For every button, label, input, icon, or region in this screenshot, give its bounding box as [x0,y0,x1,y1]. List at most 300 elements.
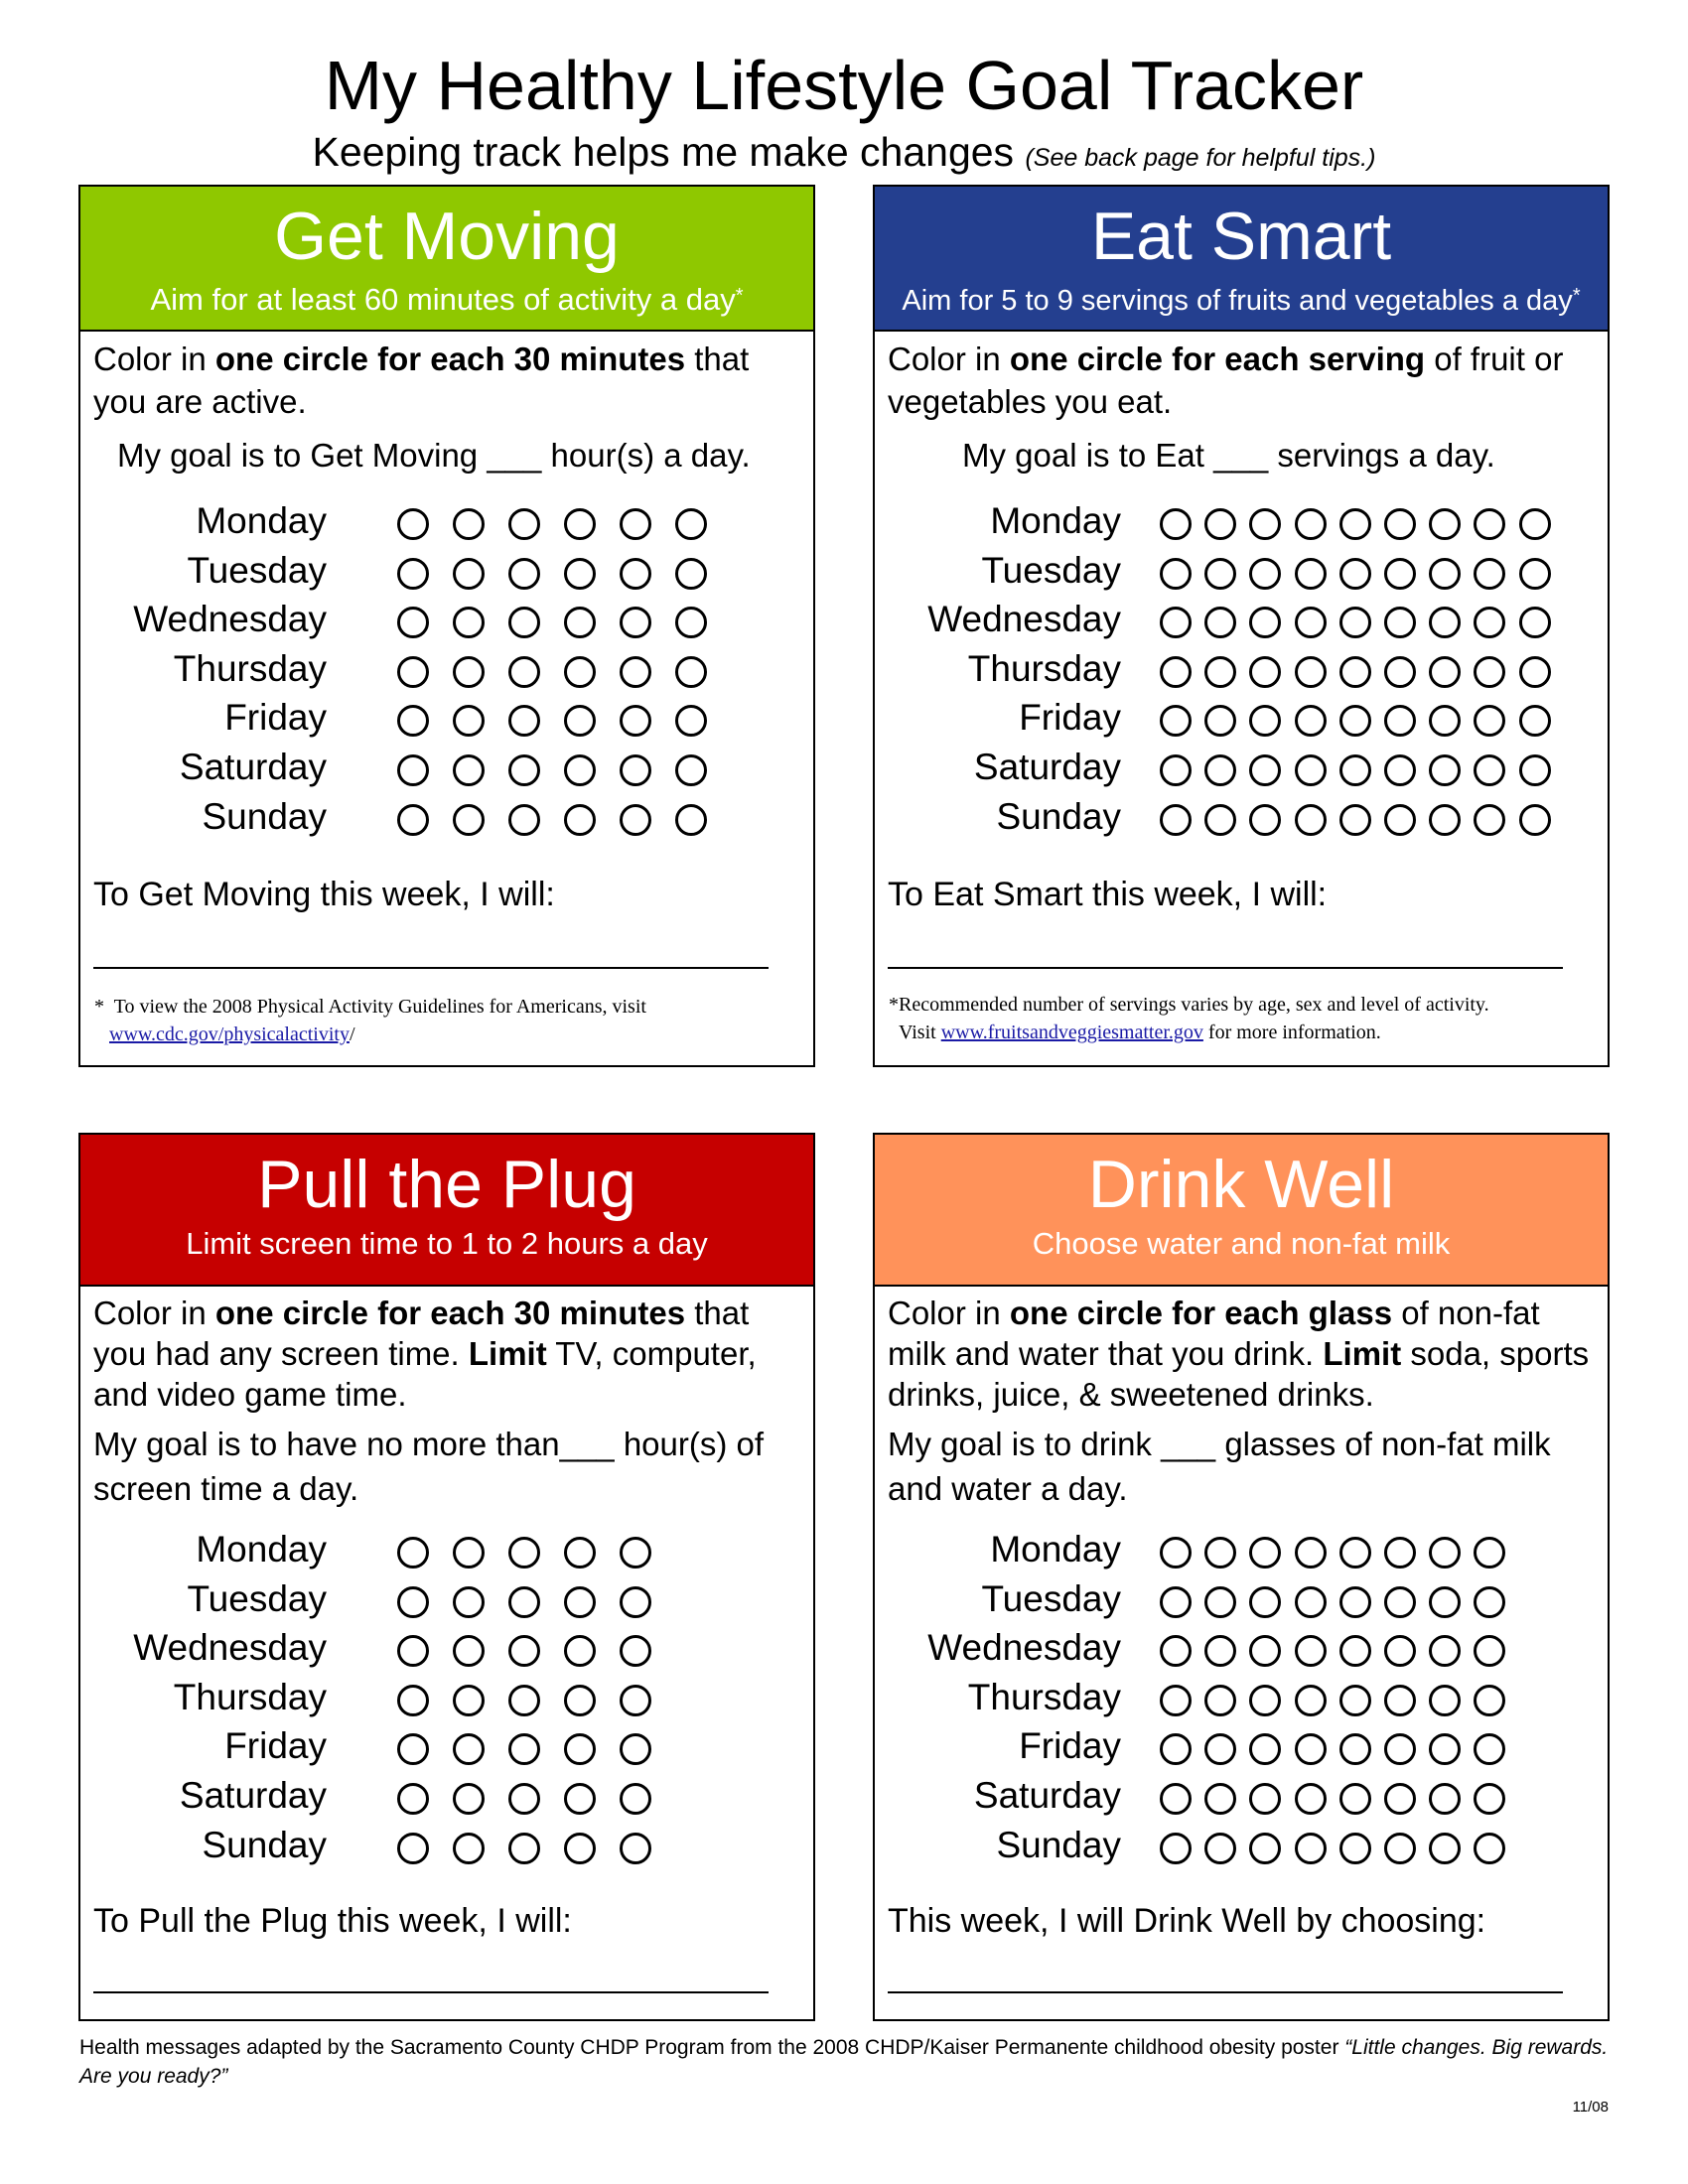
tracking-circle[interactable] [675,804,707,836]
tracking-circle[interactable] [1249,656,1281,688]
tracking-circle[interactable] [1519,754,1551,786]
tracking-circle[interactable] [453,1635,485,1667]
tracking-circle[interactable] [1295,1635,1327,1667]
tracking-circle[interactable] [1249,1685,1281,1716]
day-row-sunday [80,1824,817,1873]
eat-smart-goal: My goal is to Eat ___ servings a day. [962,437,1495,474]
tracking-circle[interactable] [1160,1537,1192,1569]
day-label: Wednesday [927,1627,1121,1669]
day-row-wednesday [80,598,817,647]
tracking-circle[interactable] [1429,1586,1461,1618]
tracking-circle[interactable] [1474,1783,1505,1815]
tracking-circle[interactable] [1339,508,1371,540]
day-row-tuesday [875,549,1612,599]
tracking-circle[interactable] [1429,508,1461,540]
tracking-circle[interactable] [453,607,485,638]
tracking-circle[interactable] [1249,1733,1281,1765]
tracking-circle[interactable] [397,508,429,540]
pull-the-plug-day-grid [80,1528,817,1872]
tracking-circle[interactable] [564,508,596,540]
get-moving-subtitle-text: Aim for at least 60 minutes of activity a day [150,282,736,317]
tracking-circle[interactable] [1204,1635,1236,1667]
tracking-circle[interactable] [1384,508,1416,540]
day-label: Sunday [202,1824,327,1865]
tracking-circle[interactable] [397,558,429,590]
drink-well-write-line[interactable] [888,1991,1563,1993]
tracking-circle[interactable] [1160,508,1192,540]
tracking-circle[interactable] [675,558,707,590]
tracking-circle[interactable] [1160,1685,1192,1716]
tracking-circle[interactable] [508,1586,540,1618]
tracking-circle[interactable] [453,1783,485,1815]
get-moving-subtitle [80,276,813,320]
tracking-circle[interactable] [620,1685,651,1716]
day-label: Friday [224,1725,327,1767]
tracking-circle[interactable] [1429,558,1461,590]
tracking-circle[interactable] [675,754,707,786]
tracking-circle[interactable] [620,1586,651,1618]
tracking-circle[interactable] [564,1783,596,1815]
day-row-saturday [875,1774,1612,1824]
day-row-wednesday [80,1626,817,1676]
subtitle-text: Keeping track helps me make changes [312,129,1015,175]
day-row-friday [80,696,817,746]
tracking-circle[interactable] [675,508,707,540]
tracking-circle[interactable] [508,705,540,737]
tracking-circle[interactable] [1384,1586,1416,1618]
tracking-circle[interactable] [1160,607,1192,638]
instr-bold: one circle for each glass [1009,1295,1393,1331]
tracking-circle[interactable] [1339,1635,1371,1667]
day-label: Thursday [967,647,1121,689]
day-label: Tuesday [187,549,327,591]
tracking-circle[interactable] [564,1635,596,1667]
tracking-circle[interactable] [397,656,429,688]
tracking-circle[interactable] [1339,558,1371,590]
tracking-circle[interactable] [1429,656,1461,688]
tracking-circle[interactable] [1295,1685,1327,1716]
credit-note [79,2033,1609,2091]
day-row-thursday [80,1676,817,1725]
instr-text: of fruit or vegetables you eat. [888,341,1564,420]
tracking-circle[interactable] [453,1586,485,1618]
tracking-circle[interactable] [564,705,596,737]
pull-the-plug-header [80,1135,813,1287]
eat-smart-footnote [889,991,1604,1046]
asterisk: * [1572,285,1581,307]
tracking-circle[interactable] [1204,705,1236,737]
tracking-circle[interactable] [397,607,429,638]
tracking-circle[interactable] [1249,1833,1281,1864]
tracking-circle[interactable] [1429,1783,1461,1815]
day-row-thursday [875,647,1612,697]
tracking-circle[interactable] [453,1685,485,1716]
day-label: Thursday [967,1676,1121,1717]
tracking-circle[interactable] [1474,1733,1505,1765]
tracking-circle[interactable] [1474,804,1505,836]
tracking-circle[interactable] [620,656,651,688]
tracking-circle[interactable] [620,607,651,638]
tracking-circle[interactable] [620,1783,651,1815]
instr-text: of non-fat milk and water that you drink. [888,1295,1540,1372]
tracking-circle[interactable] [453,1537,485,1569]
tracking-circle[interactable] [508,1537,540,1569]
eat-smart-day-grid [875,499,1612,844]
tracking-circle[interactable] [1295,1833,1327,1864]
tracking-circle[interactable] [1295,508,1327,540]
tracking-circle[interactable] [1384,607,1416,638]
tracking-circle[interactable] [1429,1833,1461,1864]
tracking-circle[interactable] [508,508,540,540]
tracking-circle[interactable] [1384,1635,1416,1667]
day-row-thursday [875,1676,1612,1725]
tracking-circle[interactable] [397,1833,429,1864]
tracking-circle[interactable] [620,1733,651,1765]
tracking-circle[interactable] [1339,1685,1371,1716]
tracking-circle[interactable] [397,1783,429,1815]
tracking-circle[interactable] [397,804,429,836]
tracking-circle[interactable] [453,508,485,540]
tracking-circle[interactable] [1249,558,1281,590]
tracking-circle[interactable] [620,1833,651,1864]
cdc-link[interactable]: www.cdc.gov/physicalactivity [109,1024,350,1045]
asterisk: * [735,285,744,307]
tracking-circle[interactable] [1160,1783,1192,1815]
tracking-circle[interactable] [453,705,485,737]
instr-bold: one circle for each 30 minutes [214,341,686,377]
tracking-circle[interactable] [1474,508,1505,540]
tracking-circle[interactable] [1474,1833,1505,1864]
tracking-circle[interactable] [620,1537,651,1569]
day-row-monday [80,499,817,549]
drink-well-title: Drink Well [1087,1147,1395,1222]
tracking-circle[interactable] [1384,558,1416,590]
tracking-circle[interactable] [1160,1586,1192,1618]
tracking-circle[interactable] [1429,1635,1461,1667]
tracking-circle[interactable] [1339,1586,1371,1618]
instr-bold: Limit [468,1335,547,1372]
tracking-circle[interactable] [564,656,596,688]
tracking-circle[interactable] [1204,1685,1236,1716]
tracking-circle[interactable] [453,754,485,786]
day-label: Monday [990,500,1121,541]
tracking-circle[interactable] [1249,1537,1281,1569]
instr-bold: one circle for each serving [1009,341,1426,377]
tracking-circle[interactable] [397,1635,429,1667]
tracking-circle[interactable] [1384,1833,1416,1864]
version-code: 11/08 [1572,2099,1609,2116]
tracking-circle[interactable] [675,656,707,688]
tracking-circle[interactable] [1429,607,1461,638]
tracking-circle[interactable] [620,508,651,540]
subtitle-tip: (See back page for helpful tips.) [1025,144,1376,172]
tracking-circle[interactable] [1474,1635,1505,1667]
tracking-circle[interactable] [1160,804,1192,836]
pull-the-plug-card [78,1133,815,2021]
eat-smart-title: Eat Smart [1090,199,1392,274]
tracking-circle[interactable] [1204,656,1236,688]
eat-smart-subtitle [875,276,1608,321]
tracking-circle[interactable] [1519,804,1551,836]
tracking-circle[interactable] [1384,1685,1416,1716]
tracking-circle[interactable] [1204,1833,1236,1864]
day-row-tuesday [80,1577,817,1627]
tracking-circle[interactable] [1204,508,1236,540]
get-moving-goal: My goal is to Get Moving ___ hour(s) a day. [117,437,751,474]
tracking-circle[interactable] [1474,656,1505,688]
day-label: Thursday [173,1676,327,1717]
tracking-circle[interactable] [675,705,707,737]
tracking-circle[interactable] [1204,1733,1236,1765]
tracking-circle[interactable] [1474,1685,1505,1716]
day-label: Tuesday [981,549,1121,591]
tracking-circle[interactable] [1160,705,1192,737]
tracking-circle[interactable] [1384,804,1416,836]
tracking-circle[interactable] [1474,754,1505,786]
tracking-circle[interactable] [1160,754,1192,786]
tracking-circle[interactable] [1249,705,1281,737]
tracking-circle[interactable] [1339,1783,1371,1815]
tracking-circle[interactable] [1474,705,1505,737]
tracking-circle[interactable] [1204,1537,1236,1569]
tracking-circle[interactable] [1519,558,1551,590]
pull-the-plug-write-line[interactable] [93,1991,769,1993]
day-row-sunday [875,795,1612,845]
tracking-circle[interactable] [564,1537,596,1569]
tracking-circle[interactable] [508,558,540,590]
instr-text: that you are active. [93,341,750,420]
tracking-circle[interactable] [1249,1783,1281,1815]
day-label: Saturday [973,1774,1121,1816]
tracking-circle[interactable] [1204,1586,1236,1618]
tracking-circle[interactable] [397,1586,429,1618]
tracking-circle[interactable] [1339,804,1371,836]
get-moving-header [80,187,813,332]
tracking-circle[interactable] [564,804,596,836]
day-row-wednesday [875,1626,1612,1676]
pull-the-plug-title: Pull the Plug [257,1147,636,1222]
drink-well-header [875,1135,1608,1287]
tracking-circle[interactable] [508,1783,540,1815]
get-moving-day-grid [80,499,817,844]
tracking-circle[interactable] [1249,754,1281,786]
tracking-circle[interactable] [1204,754,1236,786]
tracking-circle[interactable] [508,1833,540,1864]
tracking-circle[interactable] [620,705,651,737]
tracking-circle[interactable] [453,1733,485,1765]
tracking-circle[interactable] [508,1635,540,1667]
get-moving-write-line[interactable] [93,967,769,969]
footnote-text: Visit [899,1022,941,1043]
tracking-circle[interactable] [1429,754,1461,786]
tracking-circle[interactable] [1384,656,1416,688]
day-label: Friday [1019,697,1121,739]
tracking-circle[interactable] [1339,656,1371,688]
tracking-circle[interactable] [1339,705,1371,737]
tracking-circle[interactable] [1204,1783,1236,1815]
tracking-circle[interactable] [1429,1733,1461,1765]
pull-the-plug-goal: My goal is to have no more than___ hour(s) of screen time a day. [93,1426,765,1507]
tracking-circle[interactable] [1339,607,1371,638]
tracking-circle[interactable] [1384,1783,1416,1815]
get-moving-instructions [93,338,803,423]
tracking-circle[interactable] [397,1733,429,1765]
tracking-circle[interactable] [1339,1733,1371,1765]
page-title: My Healthy Lifestyle Goal Tracker [324,47,1364,124]
tracking-circle[interactable] [1249,607,1281,638]
tracking-circle[interactable] [1474,1586,1505,1618]
day-row-wednesday [875,598,1612,647]
tracking-circle[interactable] [1249,804,1281,836]
tracking-circle[interactable] [1429,1537,1461,1569]
day-label: Monday [196,500,327,541]
drink-well-day-grid [875,1528,1612,1872]
footnote-text: / [349,1024,355,1045]
tracking-circle[interactable] [1384,754,1416,786]
tracking-circle[interactable] [1474,558,1505,590]
tracking-circle[interactable] [453,558,485,590]
day-label: Saturday [973,746,1121,787]
tracking-circle[interactable] [1429,705,1461,737]
eat-smart-write-line[interactable] [888,967,1563,969]
tracking-circle[interactable] [1519,607,1551,638]
instr-text: that you had any screen time. [93,1295,750,1372]
day-label: Friday [1019,1725,1121,1767]
tracking-circle[interactable] [564,1586,596,1618]
day-label: Saturday [179,746,327,787]
tracking-circle[interactable] [1384,1733,1416,1765]
day-label: Friday [224,697,327,739]
day-label: Monday [990,1529,1121,1570]
tracking-circle[interactable] [620,804,651,836]
tracking-circle[interactable] [564,1685,596,1716]
tracking-circle[interactable] [1160,1833,1192,1864]
tracking-circle[interactable] [1249,1635,1281,1667]
day-row-friday [875,696,1612,746]
tracking-circle[interactable] [508,754,540,786]
tracking-circle[interactable] [1339,1537,1371,1569]
day-row-tuesday [80,549,817,599]
day-label: Sunday [202,795,327,837]
tracking-circle[interactable] [397,754,429,786]
drink-well-goal: My goal is to drink ___ glasses of non-fat milk and water a day. [888,1426,1551,1507]
pull-the-plug-will: To Pull the Plug this week, I will: [93,1902,572,1940]
tracking-circle[interactable] [397,1685,429,1716]
credit-text: Health messages adapted by the Sacramento County CHDP Program from the 2008 CHDP/Kaiser Permanente childhood obesity poster [79,2036,1345,2059]
tracking-circle[interactable] [1429,804,1461,836]
tracking-circle[interactable] [1339,754,1371,786]
tracking-circle[interactable] [1249,508,1281,540]
eat-smart-card [873,185,1610,1067]
tracking-circle[interactable] [1295,558,1327,590]
tracking-circle[interactable] [1295,1733,1327,1765]
day-row-monday [875,499,1612,549]
tracking-circle[interactable] [564,607,596,638]
tracking-circle[interactable] [508,804,540,836]
tracking-circle[interactable] [453,1833,485,1864]
tracking-circle[interactable] [1204,558,1236,590]
tracking-circle[interactable] [620,558,651,590]
tracking-circle[interactable] [1429,1685,1461,1716]
tracking-circle[interactable] [564,1733,596,1765]
tracking-circle[interactable] [1295,656,1327,688]
tracking-circle[interactable] [564,1833,596,1864]
tracking-circle[interactable] [1160,1733,1192,1765]
tracking-circle[interactable] [1160,656,1192,688]
tracking-circle[interactable] [397,1537,429,1569]
tracking-circle[interactable] [1160,558,1192,590]
tracking-circle[interactable] [1474,1537,1505,1569]
tracking-circle[interactable] [1295,607,1327,638]
day-row-saturday [80,1774,817,1824]
tracking-circle[interactable] [453,804,485,836]
tracking-circle[interactable] [453,656,485,688]
instr-text: Color in [93,1295,215,1331]
page-subtitle [0,127,1688,183]
tracking-circle[interactable] [1295,1783,1327,1815]
tracking-circle[interactable] [1204,804,1236,836]
instr-bold: one circle for each 30 minutes [214,1295,686,1331]
tracking-circle[interactable] [1295,1586,1327,1618]
tracking-circle[interactable] [1204,607,1236,638]
tracking-circle[interactable] [508,1733,540,1765]
asterisk: * [889,994,899,1016]
eat-smart-header [875,187,1608,332]
tracking-circle[interactable] [1249,1586,1281,1618]
day-label: Sunday [996,1824,1121,1865]
day-row-saturday [80,746,817,795]
tracking-circle[interactable] [1295,705,1327,737]
tracking-circle[interactable] [1384,705,1416,737]
fruitsandveggies-link[interactable]: www.fruitsandveggiesmatter.gov [940,1022,1203,1043]
day-label: Wednesday [927,599,1121,640]
tracking-circle[interactable] [1519,705,1551,737]
instr-bold: Limit [1323,1335,1402,1372]
tracking-circle[interactable] [508,607,540,638]
tracking-circle[interactable] [620,1635,651,1667]
tracking-circle[interactable] [1384,1537,1416,1569]
tracking-circle[interactable] [1295,1537,1327,1569]
tracking-circle[interactable] [620,754,651,786]
tracking-circle[interactable] [1295,754,1327,786]
tracking-circle[interactable] [564,754,596,786]
drink-well-will: This week, I will Drink Well by choosing: [888,1902,1486,1940]
day-row-monday [80,1528,817,1577]
tracking-circle[interactable] [1519,656,1551,688]
footnote-text: for more information. [1202,1022,1381,1043]
credit-quote: “Little changes. Big rewards. Are you ready?” [79,2036,1609,2088]
day-row-sunday [80,795,817,845]
tracking-circle[interactable] [675,607,707,638]
tracking-circle[interactable] [508,656,540,688]
tracking-circle[interactable] [564,558,596,590]
drink-well-subtitle: Choose water and non-fat milk [1032,1226,1451,1261]
tracking-circle[interactable] [1295,804,1327,836]
tracking-circle[interactable] [1339,1833,1371,1864]
footnote-text: To view the 2008 Physical Activity Guidelines for Americans, visit [113,996,646,1018]
tracking-circle[interactable] [1160,1635,1192,1667]
drink-well-instructions [888,1293,1598,1415]
tracking-circle[interactable] [397,705,429,737]
day-label: Wednesday [133,599,327,640]
drink-well-card [873,1133,1610,2021]
instr-text: TV, computer, and video game time. [93,1335,757,1413]
day-label: Monday [196,1529,327,1570]
tracking-circle[interactable] [1519,508,1551,540]
tracking-circle[interactable] [1474,607,1505,638]
tracking-circle[interactable] [508,1685,540,1716]
get-moving-footnote [94,993,809,1048]
